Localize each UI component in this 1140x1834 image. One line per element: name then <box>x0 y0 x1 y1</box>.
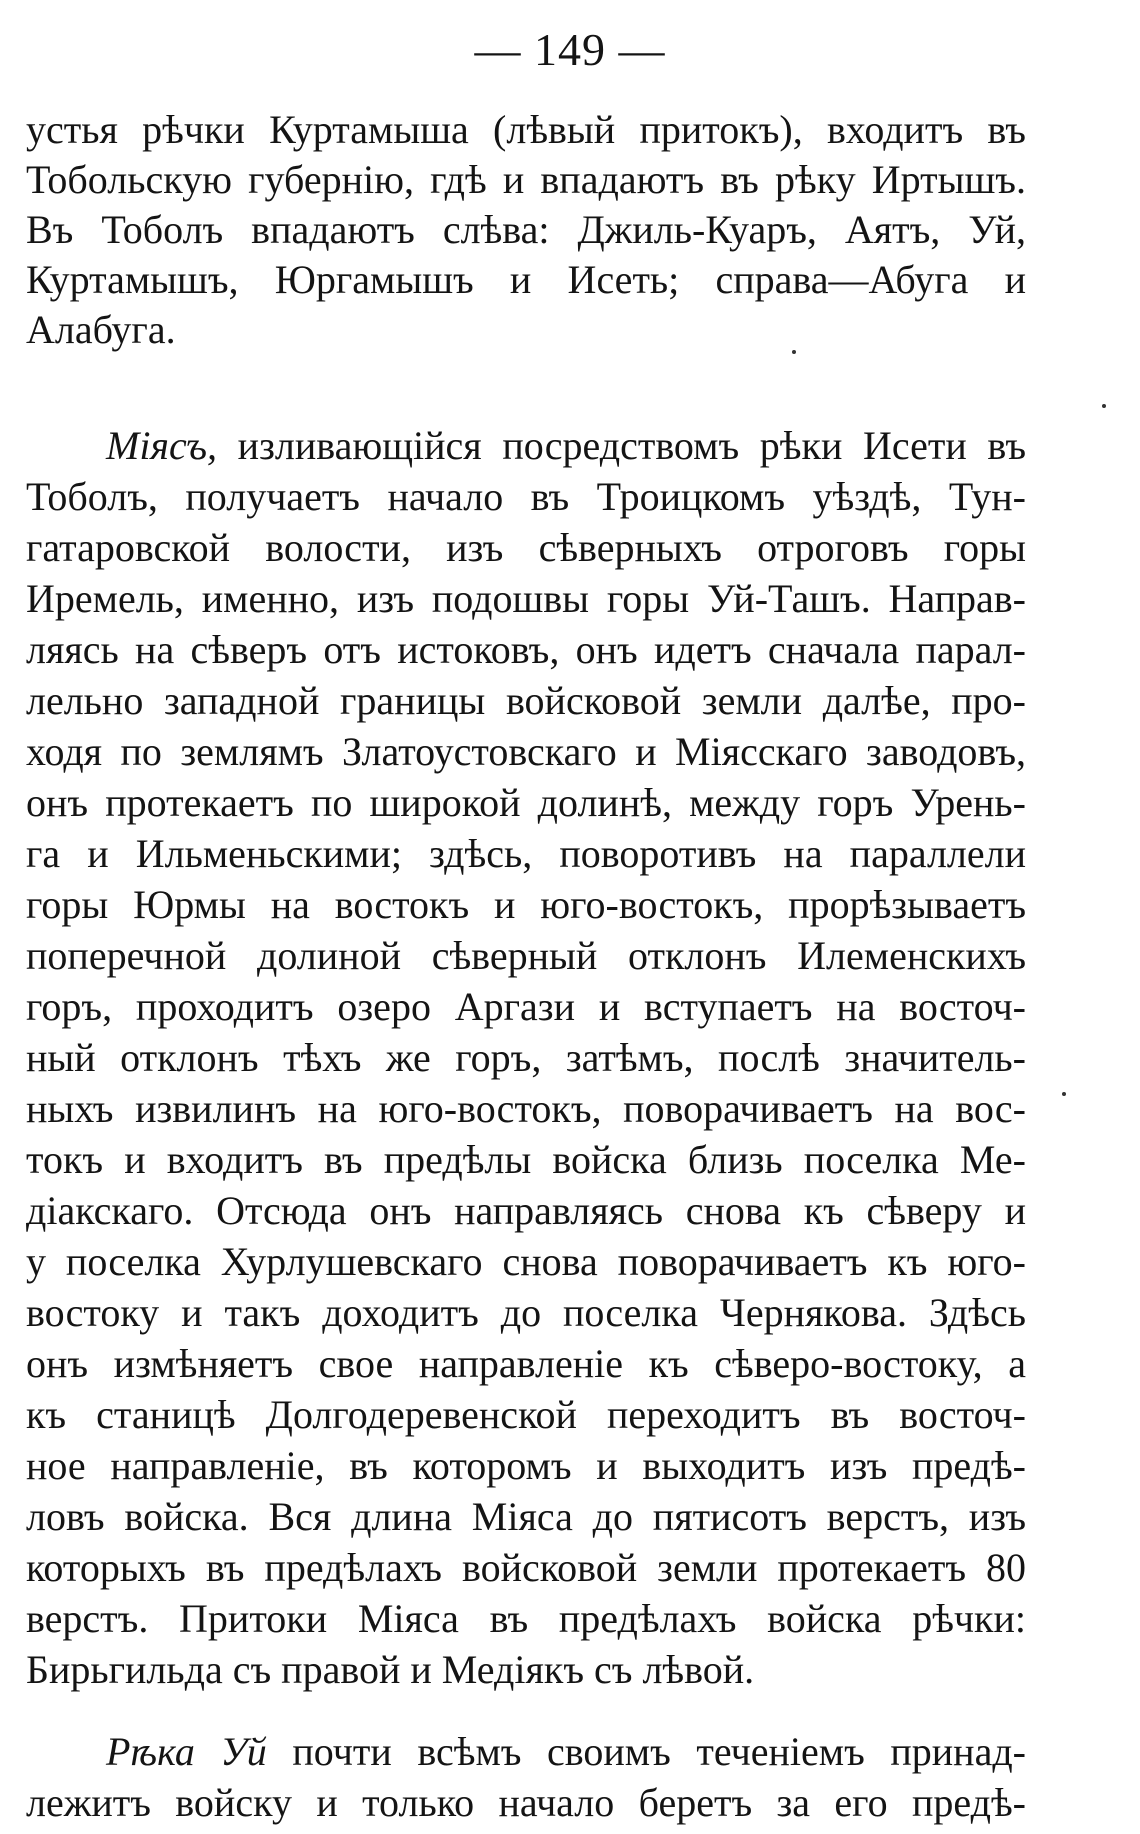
text-line: діакскаго. Отсюда онъ направляясь снова къ сѣверу и <box>26 1188 1026 1233</box>
text-line: Тоболъ, получаетъ начало въ Троицкомъ уѣздѣ, Тун- <box>26 474 1026 519</box>
text-line: у поселка Хурлушевскаго снова поворачиваетъ къ юго- <box>26 1239 1026 1284</box>
text-line: Въ Тоболъ впадаютъ слѣва: Джиль-Куаръ, Аятъ, Уй, <box>26 207 1026 252</box>
text-line: гатаровской волости, изъ сѣверныхъ отроговъ горы <box>26 525 1026 570</box>
text-run: почти всѣмъ своимъ теченіемъ принад- <box>266 1729 1026 1774</box>
scan-speck <box>1102 404 1106 408</box>
text-line: которыхъ въ предѣлахъ войсковой земли протекаетъ 80 <box>26 1545 1026 1590</box>
italic-lead: Міясъ, <box>106 423 218 468</box>
text-line: поперечной долиной сѣверный отклонъ Илеменскихъ <box>26 933 1026 978</box>
text-line: горъ, проходитъ озеро Аргази и вступаетъ на восточ- <box>26 984 1026 1029</box>
text-line: Алабуга. <box>26 307 176 352</box>
text-line: горы Юрмы на востокъ и юго-востокъ, прорѣзываетъ <box>26 882 1026 927</box>
text-line: ный отклонъ тѣхъ же горъ, затѣмъ, послѣ значитель- <box>26 1035 1026 1080</box>
text-line: ныхъ извилинъ на юго-востокъ, поворачиваетъ на вос- <box>26 1086 1026 1131</box>
text-line: востоку и такъ доходитъ до поселка Чернякова. Здѣсь <box>26 1290 1026 1335</box>
text-line: Бирьгильда съ правой и Медіякъ съ лѣвой. <box>26 1647 755 1692</box>
text-line: ляясь на сѣверъ отъ истоковъ, онъ идетъ сначала парал- <box>26 627 1026 672</box>
text-line: Куртамышъ, Юргамышъ и Исеть; справа—Абуга и <box>26 257 1026 302</box>
text-line: лежитъ войску и только начало беретъ за его предѣ- <box>26 1780 1026 1825</box>
text-line: ное направленіе, въ которомъ и выходитъ изъ предѣ- <box>26 1443 1026 1488</box>
text-line: Иремель, именно, изъ подошвы горы Уй-Ташъ. Направ- <box>26 576 1026 621</box>
text-line: Тобольскую губернію, гдѣ и впадаютъ въ рѣку Иртышъ. <box>26 157 1026 202</box>
text-run: изливающійся посредствомъ рѣки Исети въ <box>217 423 1026 468</box>
text-line: верстъ. Притоки Міяса въ предѣлахъ войска рѣчки: <box>26 1596 1026 1641</box>
paragraph-first-line <box>106 1726 1026 1778</box>
text-line: лельно западной границы войсковой земли далѣе, про- <box>26 678 1026 723</box>
scan-speck <box>792 350 796 354</box>
scan-speck <box>1062 1092 1066 1096</box>
text-line: онъ измѣняетъ свое направленіе къ сѣверо-востоку, а <box>26 1341 1026 1386</box>
italic-lead: Рѣка Уй <box>106 1729 267 1774</box>
text-line: ловъ войска. Вся длина Міяса до пятисотъ верстъ, изъ <box>26 1494 1026 1539</box>
text-line: онъ протекаетъ по широкой долинѣ, между горъ Урень- <box>26 780 1026 825</box>
text-line: устья рѣчки Куртамыша (лѣвый притокъ), входитъ въ <box>26 107 1026 152</box>
text-line: ходя по землямъ Златоустовскаго и Міясскаго заводовъ, <box>26 729 1026 774</box>
page-number: — 149 — <box>474 24 666 75</box>
text-line: къ станицѣ Долгодеревенской переходитъ въ восточ- <box>26 1392 1026 1437</box>
text-line: токъ и входитъ въ предѣлы войска близь поселка Ме- <box>26 1137 1026 1182</box>
paragraph-first-line <box>106 420 1026 472</box>
text-line: га и Ильменьскими; здѣсь, поворотивъ на параллели <box>26 831 1026 876</box>
